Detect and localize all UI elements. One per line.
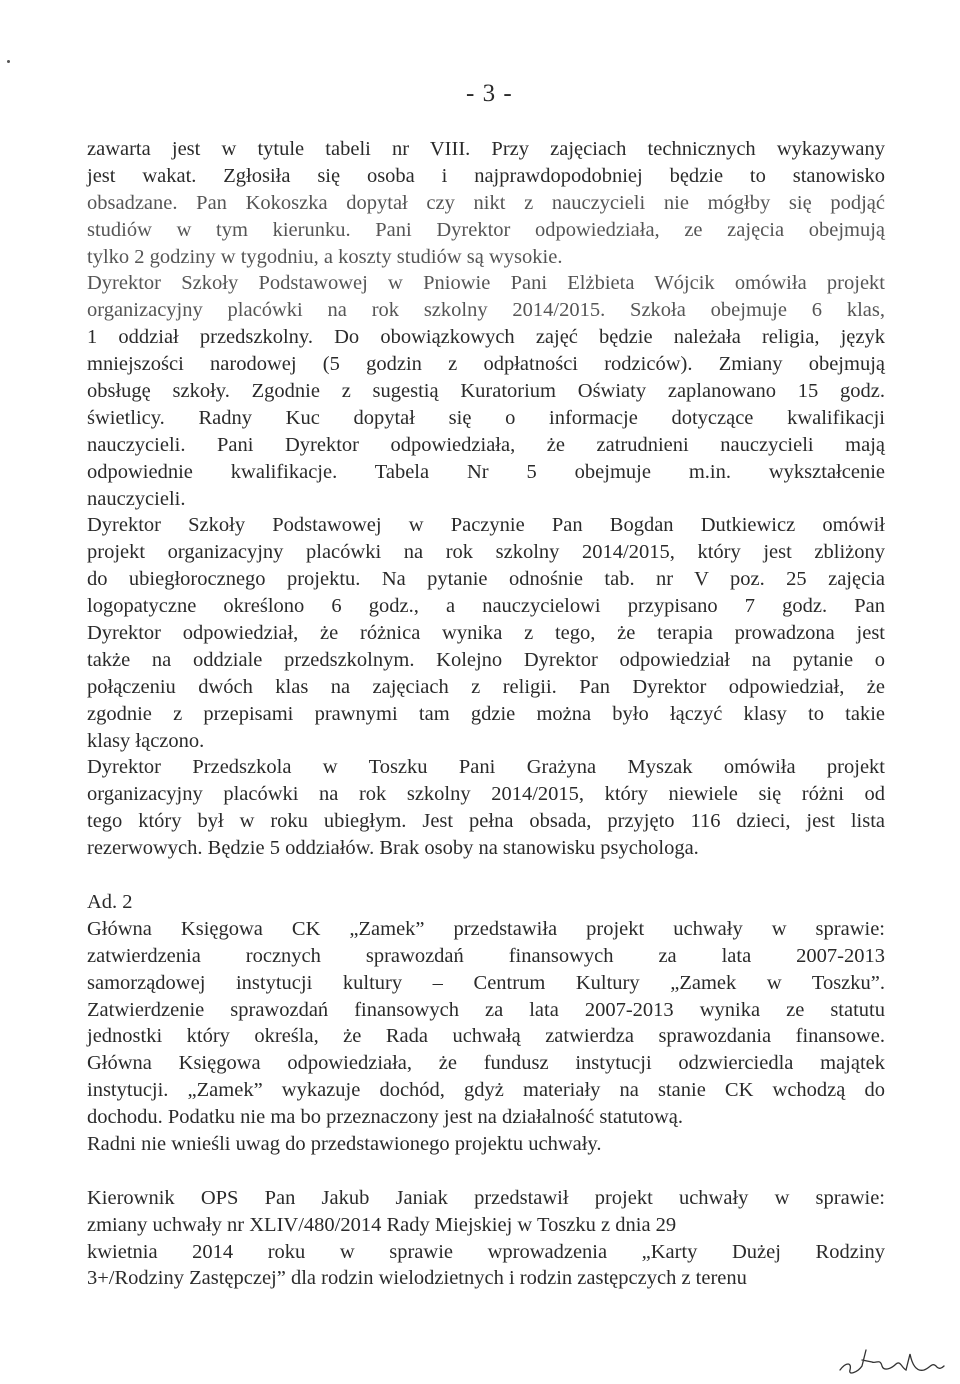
text-line: Dyrektor odpowiedział, że różnica wynika z tego, że terapia prowadzona jest xyxy=(87,622,885,645)
text-line: instytucji. „Zamek” wykazuje dochód, gdyż materiały na stanie CK wchodzą do xyxy=(87,1079,885,1102)
text-line: projekt organizacyjny placówki na rok szkolny 2014/2015, który jest zbliżony xyxy=(87,541,885,564)
text-line: odpowiednie kwalifikacje. Tabela Nr 5 obejmuje m.in. wykształcenie xyxy=(87,460,885,483)
text-line: dochodu. Podatku nie ma bo przeznaczony jest na działalność statutową. xyxy=(87,1106,684,1129)
text-line: Dyrektor Przedszkola w Toszku Pani Grażyna Myszak omówiła projekt xyxy=(87,756,885,779)
text-line: Radni nie wnieśli uwag do przedstawionego projektu uchwały. xyxy=(87,1132,602,1155)
spacer xyxy=(87,1158,885,1185)
text-line: zmiany uchwały nr XLIV/480/2014 Rady Miejskiej w Toszku z dnia 29 xyxy=(87,1213,677,1236)
text-line: 3+/Rodziny Zastępczej” dla rodzin wielodzietnych i rodzin zastępczych z terenu xyxy=(87,1267,747,1290)
text-line: mniejszości narodowej (5 godzin z odpłatności rodziców). Zmiany obejmują xyxy=(87,353,885,376)
spacer xyxy=(87,862,885,889)
text-line: zatwierdzenia rocznych sprawozdań finansowych za lata 2007-2013 xyxy=(87,944,885,967)
text-line: logopatyczne określono 6 godz., a nauczycielowi przypisano 7 godz. Pan xyxy=(87,595,885,618)
text-line: jest wakat. Zgłosiła się osoba i najprawdopodobniej będzie to stanowisko xyxy=(87,164,885,187)
text-line: Główna Księgowa CK „Zamek” przedstawiła projekt uchwały w sprawie: xyxy=(87,917,885,940)
section-heading: Ad. 2 xyxy=(87,890,133,913)
text-line: nauczycieli. Pani Dyrektor odpowiedziała, że zatrudnieni nauczycieli mają xyxy=(87,433,885,456)
text-line: tego który był w roku ubiegłym. Jest pełna obsada, przyjęto 116 dzieci, jest lista xyxy=(87,810,885,833)
text-line: świetlicy. Radny Kuc dopytał się o informacje dotyczące kwalifikacji xyxy=(87,406,885,429)
text-line: także na oddziale przedszkolnym. Kolejno Dyrektor odpowiedział na pytanie o xyxy=(87,648,885,671)
text-line: Dyrektor Szkoły Podstawowej w Paczynie Pan Bogdan Dutkiewicz omówił xyxy=(87,514,885,537)
text-line: samorządowej instytucji kultury – Centrum Kultury „Zamek w Toszku”. xyxy=(87,971,885,994)
text-line: Kierownik OPS Pan Jakub Janiak przedstawił projekt uchwały w sprawie: xyxy=(87,1186,885,1209)
text-line: do ubiegłorocznego projektu. Na pytanie odnośnie tab. nr V poz. 25 zajęcia xyxy=(87,568,885,591)
scan-speck xyxy=(7,60,10,63)
text-line: klasy łączono. xyxy=(87,729,205,752)
text-line: nauczycieli. xyxy=(87,487,186,510)
section-1 xyxy=(87,136,885,862)
section-2 xyxy=(87,889,885,1158)
text-line: 1 oddział przedszkolny. Do obowiązkowych zajęć będzie należała religia, język xyxy=(87,326,885,349)
text-line: Główna Księgowa odpowiedziała, że fundusz instytucji odzwierciedla majątek xyxy=(87,1052,885,1075)
text-line: rezerwowych. Będzie 5 oddziałów. Brak osoby na stanowisku psychologa. xyxy=(87,837,699,860)
text-line: Zatwierdzenie sprawozdań finansowych za lata 2007-2013 wynika ze statutu xyxy=(87,998,885,1021)
text-line: kwietnia 2014 roku w sprawie wprowadzenia „Karty Dużej Rodziny xyxy=(87,1240,885,1263)
text-line: studiów w tym kierunku. Pani Dyrektor odpowiedziała, ze zajęcia obejmują xyxy=(87,218,885,241)
text-line: Dyrektor Szkoły Podstawowej w Pniowie Pani Elżbieta Wójcik omówiła projekt xyxy=(87,272,885,295)
document-body xyxy=(87,136,885,1292)
text-line: zgodnie z przepisami prawnymi tam gdzie można było łączyć klasy to takie xyxy=(87,702,885,725)
signature-scribble xyxy=(836,1340,946,1380)
text-line: połączeniu dwóch klas na zajęciach z religii. Pan Dyrektor odpowiedział, że xyxy=(87,675,885,698)
text-line: zawarta jest w tytule tabeli nr VIII. Przy zajęciach technicznych wykazywany xyxy=(87,138,885,160)
page-number: - 3 - xyxy=(466,80,513,107)
section-3 xyxy=(87,1185,885,1293)
text-line: tylko 2 godziny w tygodniu, a koszty studiów są wysokie. xyxy=(87,245,563,268)
text-line: jednostki który określa, że Rada uchwałą zatwierdza sprawozdania finansowe. xyxy=(87,1025,885,1048)
text-line: obsadzane. Pan Kokoszka dopytał czy nikt z nauczycieli nie mógłby się podjąć xyxy=(87,191,885,214)
text-line: obsługę szkoły. Zgodnie z sugestią Kuratorium Oświaty zaplanowano 15 godz. xyxy=(87,380,885,403)
text-line: organizacyjny placówki na rok szkolny 2014/2015, który niewiele się różni od xyxy=(87,783,885,806)
text-line: organizacyjny placówki na rok szkolny 2014/2015. Szkoła obejmuje 6 klas, xyxy=(87,299,885,322)
